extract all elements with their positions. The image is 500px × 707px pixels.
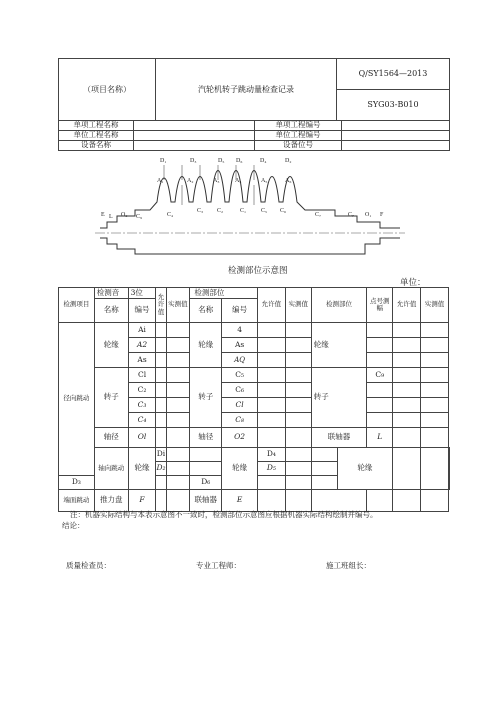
row-part-name: 轮缘	[190, 323, 222, 368]
row-part-name: 联轴器	[311, 428, 367, 448]
col-header-item: 检测项目	[59, 288, 95, 323]
diagram-label-c: C₆	[280, 208, 287, 214]
row-code: Ol	[128, 428, 156, 448]
row-code: A2	[128, 338, 156, 353]
col-header-part: 检测部位	[190, 288, 258, 299]
row-code: D₅	[258, 462, 286, 476]
diagram-label-c: C₁	[240, 208, 247, 214]
section-end: 端面跳动	[59, 490, 95, 512]
row-part-name: 轮缘	[311, 323, 367, 368]
row-code: 4	[222, 323, 258, 338]
col-header-number: 编号	[222, 299, 258, 323]
info-row	[59, 131, 450, 141]
diagram-label-d: D₂	[285, 158, 292, 164]
row-code: F	[128, 490, 156, 512]
col-header-allow: 允许值	[258, 288, 286, 323]
col-header-part-num: 3位	[128, 288, 156, 299]
form-code: SYG03-B010	[337, 90, 450, 121]
row-part-name: 轴径	[94, 428, 128, 448]
info-value[interactable]	[134, 121, 255, 131]
info-value[interactable]	[342, 121, 450, 131]
row-code: Di	[156, 448, 166, 462]
info-value[interactable]	[134, 131, 255, 141]
info-label: 设备名称	[59, 141, 134, 151]
row-part-name: 轮缘	[222, 448, 258, 490]
diagram-label-left: L	[109, 214, 113, 220]
row-part-name: 轮缘	[128, 448, 156, 490]
rotor-lower-outline	[100, 238, 400, 254]
info-label: 单项工程编号	[255, 121, 342, 131]
row-code: Cl	[222, 398, 258, 413]
col-header-allow: 允许值	[393, 288, 421, 323]
diagram-label-c: C₅	[261, 208, 268, 214]
inspector-signature: 质量检查员：	[66, 561, 111, 570]
diagram-label-left: E	[101, 212, 105, 218]
row-code: As	[128, 353, 156, 368]
row-code: D₃	[59, 476, 95, 490]
leader-signature: 施工班组长：	[326, 561, 371, 570]
col-header-allow: 允许值	[156, 288, 166, 323]
col-header-name: 名称	[94, 299, 128, 323]
info-label: 单位工程名称	[59, 131, 134, 141]
unit-label: 单位：	[400, 278, 426, 288]
row-part-name: 转子	[190, 368, 222, 428]
info-row	[59, 141, 450, 151]
row-part-name: 轴径	[190, 428, 222, 448]
rotor-outline	[100, 171, 400, 229]
diagram-label-left: O₂	[121, 212, 128, 218]
row-code: Ai	[128, 323, 156, 338]
row-code: O2	[222, 428, 258, 448]
diagram-label-c: C₄	[167, 212, 174, 218]
row-code: C₃	[128, 398, 156, 413]
diagram-label-a: A₂	[187, 178, 194, 184]
col-header-measured: 实测值	[166, 288, 190, 323]
rotor-diagram	[95, 150, 405, 260]
info-value[interactable]	[134, 141, 255, 151]
diagram-label-d: D₆	[236, 158, 243, 164]
section-axial: 轴向跳动	[94, 448, 128, 490]
col-header-measured: 实测值	[285, 288, 311, 323]
table-row	[59, 428, 450, 448]
row-code: C₄	[128, 413, 156, 428]
row-code: C₅	[222, 368, 258, 383]
row-part-name: 联轴器	[190, 490, 222, 512]
row-part-name: 转子	[94, 368, 128, 428]
row-code: E	[222, 490, 258, 512]
conclusion-label: 结论：	[62, 521, 85, 530]
diagram-label-d: D₃	[190, 158, 197, 164]
row-code: L	[367, 428, 393, 448]
row-code: AQ	[222, 353, 258, 368]
info-label: 单项工程名称	[59, 121, 134, 131]
diagram-label-a: A₆	[285, 178, 292, 184]
info-value[interactable]	[342, 131, 450, 141]
diagram-label-d: D₅	[218, 158, 225, 164]
project-name: （项目名称）	[59, 59, 156, 121]
table-row	[59, 368, 450, 383]
row-part-name: 推力盘	[94, 490, 128, 512]
row-code: D₆	[190, 476, 222, 490]
diagram-label-right: O₁	[365, 212, 372, 218]
row-code: D₂	[156, 462, 166, 476]
diagram-label-a: A₄	[235, 178, 242, 184]
info-label: 设备位号	[255, 141, 342, 151]
diagram-label-c: C₇	[315, 212, 322, 218]
table-row	[59, 323, 450, 338]
diagram-label-left: C₉	[136, 214, 143, 220]
row-part-name: 转子	[311, 368, 367, 428]
diagram-label-a: A₅	[261, 178, 268, 184]
header-table	[58, 58, 450, 121]
row-code: C₆	[222, 383, 258, 398]
diagram-label-a: A₁	[157, 178, 164, 184]
diagram-caption: 检测部位示意图	[228, 266, 288, 276]
diagram-label-d: D₁	[160, 158, 167, 164]
section-radial: 径向跳动	[59, 323, 95, 476]
diagram-label-right: C₇	[348, 212, 355, 218]
row-part-name: 轮缘	[94, 323, 128, 368]
col-header-measured: 实测值	[421, 288, 449, 323]
info-row	[59, 121, 450, 131]
info-table	[58, 120, 450, 151]
diagram-label-c: C₃	[197, 208, 204, 214]
info-label: 单位工程编号	[255, 131, 342, 141]
col-header-name: 名称	[190, 299, 222, 323]
row-code: D₄	[258, 448, 286, 462]
row-code: As	[222, 338, 258, 353]
col-header-points: 点号测幅	[367, 288, 393, 323]
row-code: Cl	[128, 368, 156, 383]
row-code: C₉	[367, 368, 393, 383]
standard-code: Q/SY1564—2013	[337, 59, 450, 90]
info-value[interactable]	[342, 141, 450, 151]
row-code: C₈	[222, 413, 258, 428]
diagram-label-a: A₃	[213, 178, 220, 184]
form-title: 汽轮机转子跳动量检查记录	[156, 59, 337, 121]
col-header-number: 编号	[128, 299, 156, 323]
diagram-label-c: C₂	[217, 208, 224, 214]
diagram-label-d: D₄	[260, 158, 267, 164]
col-header-part: 检测部位	[311, 288, 367, 323]
row-part-name: 轮缘	[337, 448, 393, 490]
col-header-part: 检测音	[94, 288, 128, 299]
diagram-label-right: F	[380, 212, 384, 218]
row-code: C₂	[128, 383, 156, 398]
note-text: 注：机器实际结构与本表示意图不一致时，检测部位示意图应根据机器实际结构绘制并编号。	[70, 510, 378, 519]
table-row	[59, 448, 450, 462]
measurement-table	[58, 287, 450, 512]
engineer-signature: 专业工程师：	[196, 561, 241, 570]
